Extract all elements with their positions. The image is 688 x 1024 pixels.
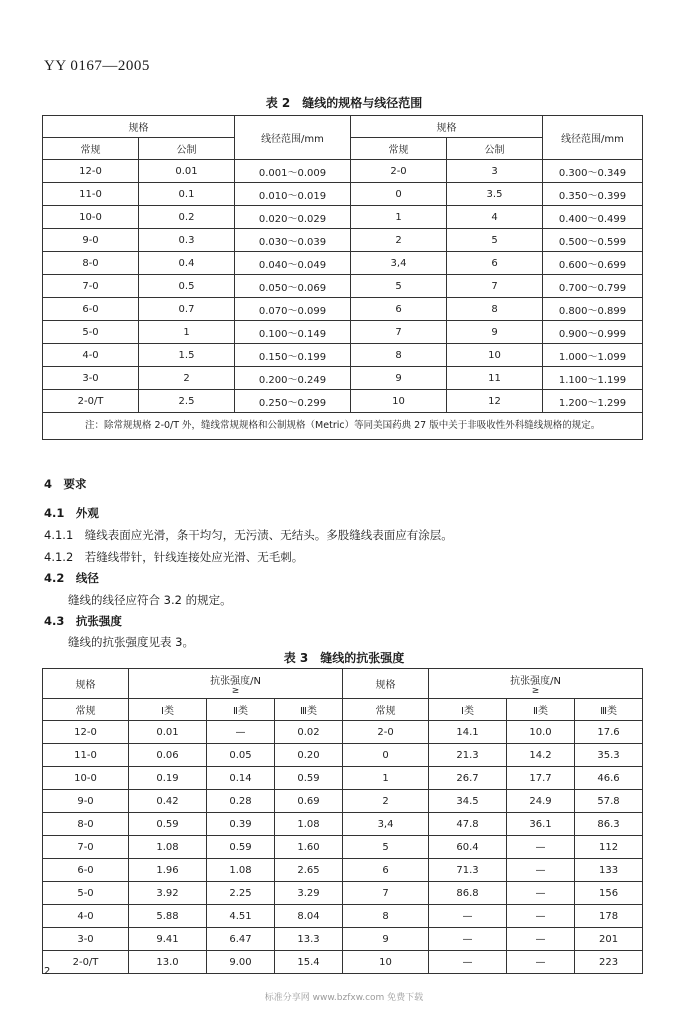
table-cell: 2-0: [343, 721, 429, 744]
table-cell: 36.1: [507, 813, 575, 836]
table-cell: 1: [139, 321, 235, 344]
table-cell: 7: [447, 275, 543, 298]
table-cell: 1.100～1.199: [543, 367, 643, 390]
table3: [42, 668, 643, 974]
section-4-1-heading: 4.1 外观: [44, 506, 99, 520]
table2-header-spec-left: 规格: [43, 116, 235, 138]
table-cell: 0.070～0.099: [235, 298, 351, 321]
table-cell: 5: [343, 836, 429, 859]
table3-header-usual-right: 常规: [343, 699, 429, 721]
table-cell: 5: [447, 229, 543, 252]
table-row: [43, 744, 643, 767]
table-cell: 0: [343, 744, 429, 767]
table-cell: 2.25: [207, 882, 275, 905]
table-cell: 3.29: [275, 882, 343, 905]
table-cell: 0.06: [129, 744, 207, 767]
table-cell: 1.5: [139, 344, 235, 367]
table3-header-class2-right: Ⅱ类: [507, 699, 575, 721]
table-cell: 8.04: [275, 905, 343, 928]
table-cell: 0.500～0.599: [543, 229, 643, 252]
table-cell: —: [507, 905, 575, 928]
table-cell: —: [507, 859, 575, 882]
table-row: [43, 367, 643, 390]
table-cell: 5-0: [43, 321, 139, 344]
table-cell: 0.020～0.029: [235, 206, 351, 229]
table-cell: 3.5: [447, 183, 543, 206]
table-row: [43, 229, 643, 252]
table-row: [43, 390, 643, 413]
table-cell: —: [507, 836, 575, 859]
table-cell: 0.05: [207, 744, 275, 767]
table-cell: 10: [351, 390, 447, 413]
table-cell: 14.2: [507, 744, 575, 767]
table-cell: 5.88: [129, 905, 207, 928]
table-cell: 133: [575, 859, 643, 882]
table-cell: 2-0: [351, 160, 447, 183]
table-cell: 86.3: [575, 813, 643, 836]
table-cell: 0.69: [275, 790, 343, 813]
table3-header-strength-left: 抗张强度/N ≥: [129, 669, 343, 699]
table-cell: 2: [343, 790, 429, 813]
table-cell: 6-0: [43, 298, 139, 321]
table-cell: 8-0: [43, 813, 129, 836]
table-cell: 14.1: [429, 721, 507, 744]
table2-header-metric-left: 公制: [139, 138, 235, 160]
table-cell: 0.300～0.349: [543, 160, 643, 183]
table-cell: 6-0: [43, 859, 129, 882]
table-cell: —: [507, 882, 575, 905]
table-cell: 0.4: [139, 252, 235, 275]
table-cell: 5: [351, 275, 447, 298]
table-cell: 6: [447, 252, 543, 275]
table-cell: 26.7: [429, 767, 507, 790]
table-row: [43, 836, 643, 859]
table-row: [43, 321, 643, 344]
section-4-heading: 4 要求: [44, 477, 87, 491]
table-cell: 0.3: [139, 229, 235, 252]
section-4-3-text: 缝线的抗张强度见表 3。: [68, 635, 194, 649]
table-cell: 9-0: [43, 229, 139, 252]
table-row: [43, 298, 643, 321]
table-cell: 9.00: [207, 951, 275, 974]
table3-header-class1-right: Ⅰ类: [429, 699, 507, 721]
table-cell: 0.59: [129, 813, 207, 836]
table-cell: 3,4: [343, 813, 429, 836]
table-cell: —: [429, 951, 507, 974]
section-4-1-2-text: 4.1.2 若缝线带针，针线连接处应光滑、无毛刺。: [44, 550, 304, 564]
table-cell: 0.14: [207, 767, 275, 790]
table2: [42, 115, 643, 440]
table-cell: 0.200～0.249: [235, 367, 351, 390]
table-cell: 6: [343, 859, 429, 882]
table-row: [43, 344, 643, 367]
table-cell: 1: [351, 206, 447, 229]
table-cell: 0.5: [139, 275, 235, 298]
table-cell: 47.8: [429, 813, 507, 836]
table-cell: 0.350～0.399: [543, 183, 643, 206]
table-cell: 1: [343, 767, 429, 790]
table-cell: 8: [351, 344, 447, 367]
table-cell: 1.08: [207, 859, 275, 882]
table-cell: 8: [447, 298, 543, 321]
table-cell: —: [207, 721, 275, 744]
table2-note: 注：除常规规格 2-0/T 外，缝线常规规格和公制规格（Metric）等同美国药典 27 版中关于非吸收性外科缝线规格的规定。: [43, 413, 643, 440]
table2-header-metric-right: 公制: [447, 138, 543, 160]
table-cell: 8: [343, 905, 429, 928]
table-cell: 2: [351, 229, 447, 252]
table-cell: 3,4: [351, 252, 447, 275]
table-cell: 1.96: [129, 859, 207, 882]
table-row: [43, 206, 643, 229]
table-cell: 0.150～0.199: [235, 344, 351, 367]
table-cell: 0.600～0.699: [543, 252, 643, 275]
table-row: [43, 882, 643, 905]
table-cell: 0.28: [207, 790, 275, 813]
table-row: [43, 252, 643, 275]
table3-title: 表 3 缝线的抗张强度: [283, 651, 405, 665]
table-cell: 0.800～0.899: [543, 298, 643, 321]
table-cell: 10: [447, 344, 543, 367]
table-cell: 12-0: [43, 721, 129, 744]
table-cell: 0.39: [207, 813, 275, 836]
table-cell: 71.3: [429, 859, 507, 882]
table-cell: 60.4: [429, 836, 507, 859]
table-cell: 10.0: [507, 721, 575, 744]
table-row: [43, 275, 643, 298]
table-cell: 223: [575, 951, 643, 974]
table-cell: 12: [447, 390, 543, 413]
table-cell: 4.51: [207, 905, 275, 928]
table-cell: —: [507, 928, 575, 951]
table2-header-usual-right: 常规: [351, 138, 447, 160]
table-cell: 0.001～0.009: [235, 160, 351, 183]
table-cell: —: [429, 928, 507, 951]
table2-header-spec-right: 规格: [351, 116, 543, 138]
table2-title: 表 2 缝线的规格与线径范围: [265, 96, 423, 110]
table-cell: 86.8: [429, 882, 507, 905]
table-cell: 10: [343, 951, 429, 974]
table-cell: 3.92: [129, 882, 207, 905]
table-cell: 11: [447, 367, 543, 390]
table-cell: 0.02: [275, 721, 343, 744]
table-row: [43, 183, 643, 206]
table-row: [43, 951, 643, 974]
standard-code: YY 0167—2005: [44, 58, 150, 74]
table-cell: 7: [351, 321, 447, 344]
table-row: [43, 859, 643, 882]
table-cell: 10-0: [43, 767, 129, 790]
table-cell: 9.41: [129, 928, 207, 951]
table-cell: 0.20: [275, 744, 343, 767]
table3-header-spec-right: 规格: [343, 669, 429, 699]
table-cell: —: [507, 951, 575, 974]
table-cell: 201: [575, 928, 643, 951]
table-cell: 156: [575, 882, 643, 905]
table-cell: 8-0: [43, 252, 139, 275]
table-cell: 9: [447, 321, 543, 344]
table-cell: 0: [351, 183, 447, 206]
table-cell: 1.200～1.299: [543, 390, 643, 413]
table-cell: 9: [343, 928, 429, 951]
section-4-1-1-text: 4.1.1 缝线表面应光滑，条干均匀，无污渍、无结头。多股缝线表面应有涂层。: [44, 528, 453, 542]
table-cell: 0.250～0.299: [235, 390, 351, 413]
table-cell: 7-0: [43, 836, 129, 859]
table-cell: 17.6: [575, 721, 643, 744]
table-cell: 1.60: [275, 836, 343, 859]
table-cell: 9-0: [43, 790, 129, 813]
table-cell: 0.19: [129, 767, 207, 790]
table-cell: 0.010～0.019: [235, 183, 351, 206]
table3-header-class3-left: Ⅲ类: [275, 699, 343, 721]
table-row: [43, 928, 643, 951]
table-cell: 13.0: [129, 951, 207, 974]
table3-header-strength-right: 抗张强度/N ≥: [429, 669, 643, 699]
table-cell: 21.3: [429, 744, 507, 767]
table2-header-usual-left: 常规: [43, 138, 139, 160]
table-cell: 0.050～0.069: [235, 275, 351, 298]
table-cell: 7-0: [43, 275, 139, 298]
table-cell: 12-0: [43, 160, 139, 183]
table-cell: 0.100～0.149: [235, 321, 351, 344]
table-cell: 0.2: [139, 206, 235, 229]
table-cell: 1.000～1.099: [543, 344, 643, 367]
table-row: [43, 905, 643, 928]
table-cell: 4: [447, 206, 543, 229]
table-cell: 4-0: [43, 905, 129, 928]
footer-watermark: 标准分享网 www.bzfxw.com 免费下载: [264, 993, 424, 1003]
table-cell: 24.9: [507, 790, 575, 813]
table-row: [43, 790, 643, 813]
table-cell: 17.7: [507, 767, 575, 790]
table-cell: 0.1: [139, 183, 235, 206]
table-cell: 5-0: [43, 882, 129, 905]
table-cell: 2-0/T: [43, 390, 139, 413]
table-cell: 10-0: [43, 206, 139, 229]
table-cell: 2.65: [275, 859, 343, 882]
table-cell: 0.400～0.499: [543, 206, 643, 229]
table-cell: 0.030～0.039: [235, 229, 351, 252]
table-cell: 34.5: [429, 790, 507, 813]
table-cell: 6: [351, 298, 447, 321]
table-cell: 11-0: [43, 183, 139, 206]
table-cell: 0.900～0.999: [543, 321, 643, 344]
table-cell: 15.4: [275, 951, 343, 974]
table3-header-spec-left: 规格: [43, 669, 129, 699]
table-cell: 9: [351, 367, 447, 390]
table3-header-class2-left: Ⅱ类: [207, 699, 275, 721]
table-cell: 0.01: [129, 721, 207, 744]
section-4-3-heading: 4.3 抗张强度: [44, 614, 122, 628]
table-cell: 1.08: [129, 836, 207, 859]
table-cell: 3-0: [43, 367, 139, 390]
table-cell: 3-0: [43, 928, 129, 951]
table-cell: 3: [447, 160, 543, 183]
table-cell: 1.08: [275, 813, 343, 836]
table-cell: 7: [343, 882, 429, 905]
page-number: 2: [44, 966, 51, 977]
table2-header-range-left: 线径范围/mm: [235, 116, 351, 160]
table-cell: 2: [139, 367, 235, 390]
table-cell: 0.700～0.799: [543, 275, 643, 298]
table-cell: 2-0/T: [43, 951, 129, 974]
table-cell: 0.42: [129, 790, 207, 813]
table-cell: 0.59: [275, 767, 343, 790]
table-row: [43, 721, 643, 744]
table-cell: 0.7: [139, 298, 235, 321]
section-4-2-text: 缝线的线径应符合 3.2 的规定。: [68, 593, 232, 607]
table3-header-usual-left: 常规: [43, 699, 129, 721]
table3-header-class3-right: Ⅲ类: [575, 699, 643, 721]
table-cell: 0.59: [207, 836, 275, 859]
table3-header-class1-left: Ⅰ类: [129, 699, 207, 721]
table-cell: 2.5: [139, 390, 235, 413]
table2-header-range-right: 线径范围/mm: [543, 116, 643, 160]
table-cell: 0.040～0.049: [235, 252, 351, 275]
table-cell: 46.6: [575, 767, 643, 790]
table-row: [43, 160, 643, 183]
section-4-2-heading: 4.2 线径: [44, 571, 99, 585]
table-cell: 0.01: [139, 160, 235, 183]
table-cell: 178: [575, 905, 643, 928]
table-row: [43, 767, 643, 790]
table-cell: 11-0: [43, 744, 129, 767]
table-cell: 57.8: [575, 790, 643, 813]
table-cell: 35.3: [575, 744, 643, 767]
table-cell: —: [429, 905, 507, 928]
table-cell: 112: [575, 836, 643, 859]
table-cell: 4-0: [43, 344, 139, 367]
table-cell: 6.47: [207, 928, 275, 951]
table-row: [43, 813, 643, 836]
table-cell: 13.3: [275, 928, 343, 951]
